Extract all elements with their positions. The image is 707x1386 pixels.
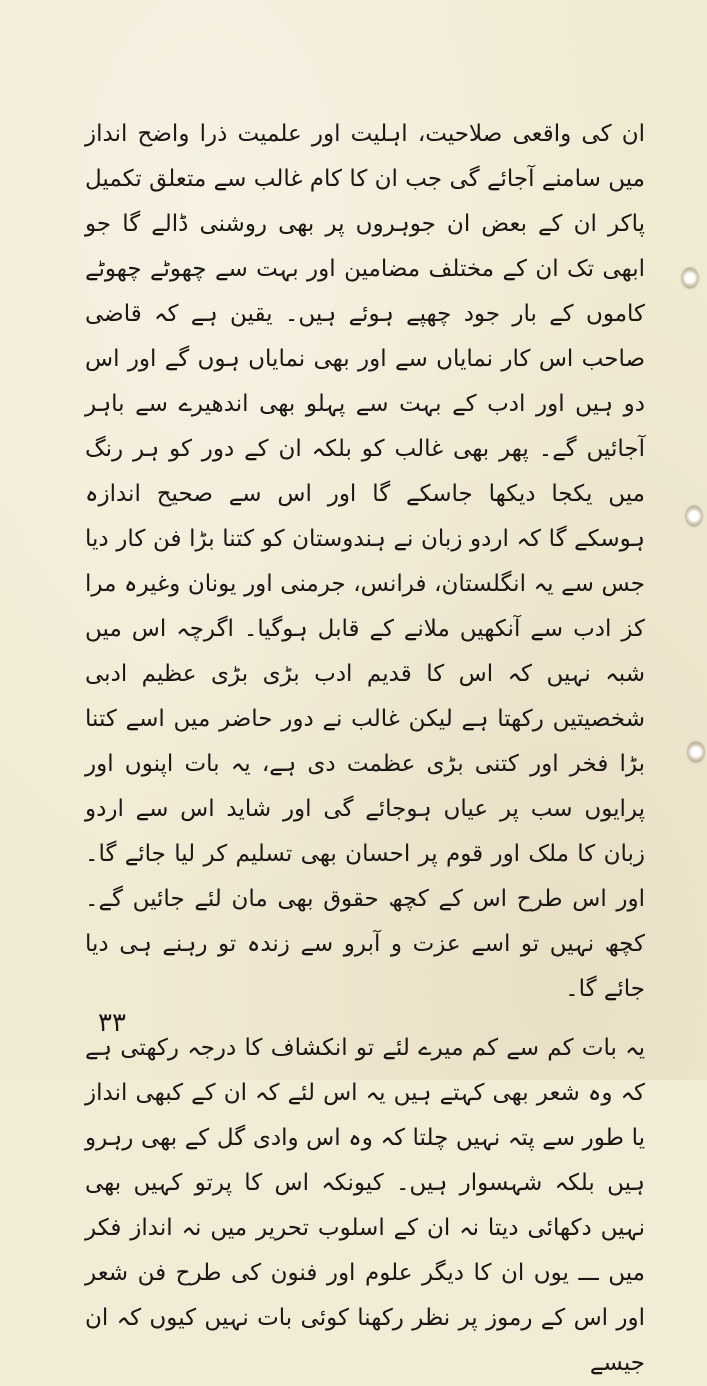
binding-hole: [688, 742, 704, 762]
binding-hole: [686, 506, 702, 526]
paragraph-2: یہ بات کم سے کم میرے لئے تو انکشاف کا درجہ رکھتی ہے کہ وہ شعر بھی کہتے ہیں یہ اس لئے کہ ان کے کبھی انداز یا طور سے پتہ نہیں چلتا کہ وہ اس وادی گل کے بھی رہرو ہیں بلکہ شہسوار ہیں۔ کیونکہ اس کا پرتو کہیں بھی نہیں دکھائی دیتا نہ ان کے اسلوب تحریر میں نہ انداز فکر میں ـــ یوں ان کا دیگر علوم اور فنون کی طرح فن شعر اور اس کے رموز پر نظر رکھنا کوئی بات نہیں کیوں کہ ان جیسے: [85, 1035, 645, 1376]
page-number: ۳۳: [98, 1008, 126, 1038]
body-text: [85, 112, 645, 1386]
paragraph-1: ان کی واقعی صلاحیت، اہلیت اور علمیت ذرا واضح انداز میں سامنے آجائے گی جب ان کا کام غالب سے متعلق تکمیل پاکر ان کے بعض ان جوہروں پر بھی روشنی ڈالے گا جو ابھی تک ان کے مختلف مضامین اور بہت سے چھوٹے چھوٹے کاموں کے بار جود چھپے ہوئے ہیں۔ یقین ہے کہ قاضی صاحب اس کار نمایاں سے اور بھی نمایاں ہوں گے اور اس دو ہیں اور ادب کے بہت سے پہلو بھی اندھیرے سے باہر آجائیں گے۔ پھر بھی غالب کو بلکہ ان کے دور کو ہر رنگ میں یکجا دیکھا جاسکے گا اور اس سے صحیح اندازہ ہوسکے گا کہ اردو زبان نے ہندوستان کو کتنا بڑا فن کار دیا جس سے یہ انگلستان، فرانس، جرمنی اور یونان وغیرہ مرا کز ادب سے آنکھیں ملانے کے قابل ہوگیا۔ اگرچہ اس میں شبہ نہیں کہ اس کا قدیم ادب بڑی بڑی عظیم ادبی شخصیتیں رکھتا ہے لیکن غالب نے دور حاضر میں اسے کتنا بڑا فخر اور کتنی بڑی عظمت دی ہے، یہ بات اپنوں اور پرایوں سب پر عیاں ہوجائے گی اور شاید اس سے اردو زبان کا ملک اور قوم پر احسان بھی تسلیم کر لیا جائے گا۔ اور اس طرح اس کے کچھ حقوق بھی مان لئے جائیں گے۔ کچھ نہیں تو اسے عزت و آبرو سے زندہ تو رہنے ہی دیا جائے گا۔: [85, 121, 645, 1002]
binding-hole: [682, 268, 698, 288]
